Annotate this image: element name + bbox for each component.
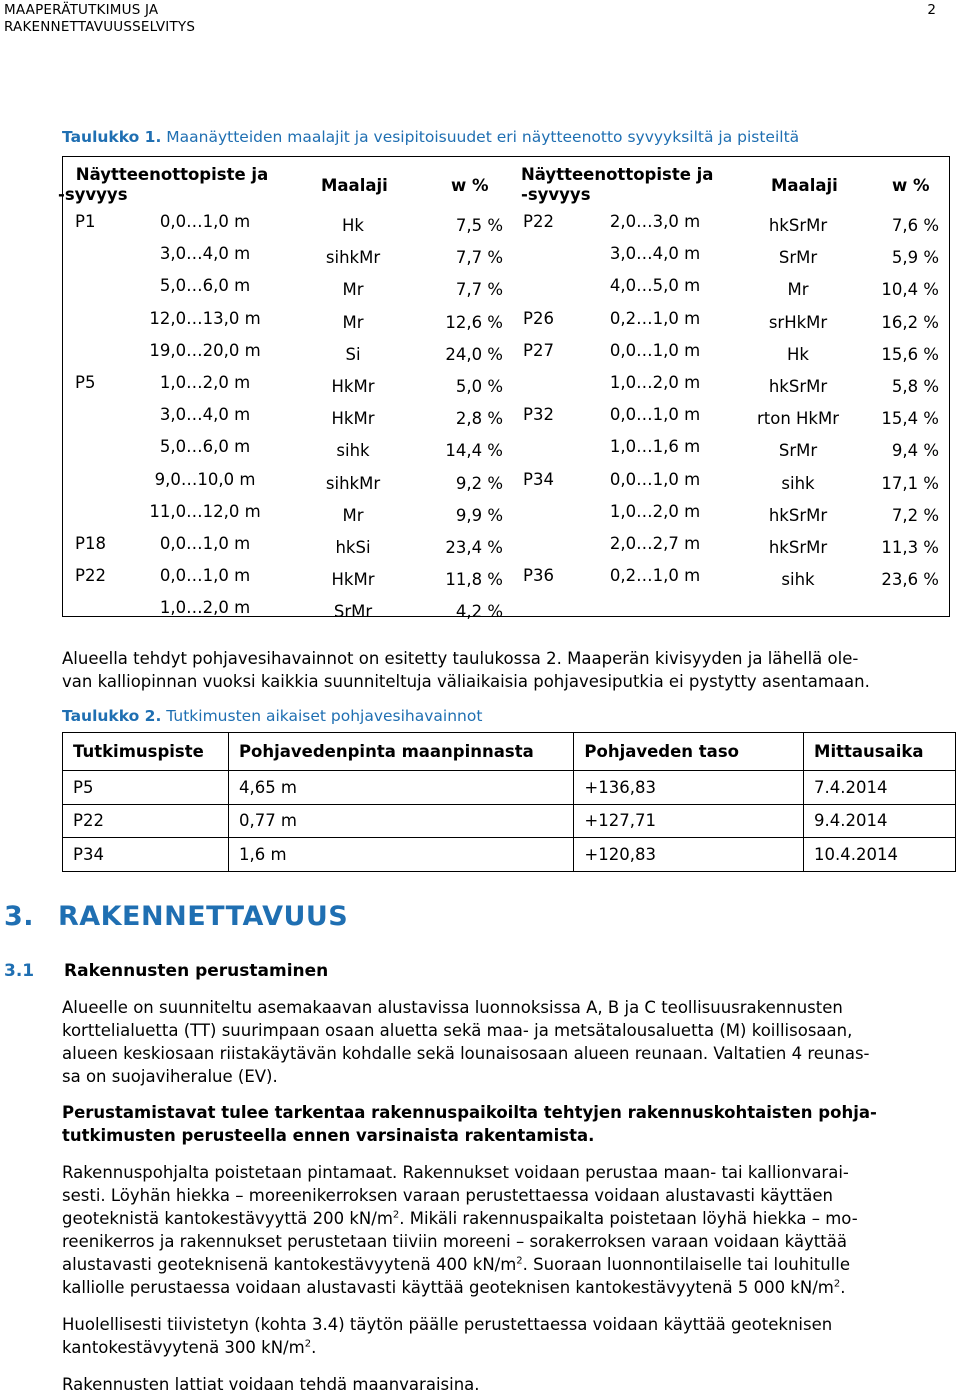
subsection-heading [4,961,328,981]
soil-cell: hkSrMr [768,505,828,525]
soil-samples-table [58,156,950,622]
depth-cell: 1,0…1,6 m [609,437,701,457]
superscript: 2 [392,1209,400,1221]
depth-cell: 11,0…12,0 m [149,501,261,521]
table-cell: 10.4.2014 [804,838,956,872]
depth-cell: 0,0…1,0 m [159,534,251,553]
table-cell: 1,6 m [228,838,573,872]
paragraph-line: korttelialuetta (TT) suurimpaan osaan aluetta sekä maa- ja metsätalousaluetta (M) koillisosaan, [62,1021,853,1040]
soil-cell: Hk [342,216,364,235]
paragraph-line [62,1207,932,1230]
soil-cell: sihk [781,570,815,590]
point-label: P1 [75,212,96,231]
document-header [4,2,195,36]
w-cell: 23,6 % [881,570,939,590]
w-cell: 5,8 % [891,377,939,396]
w-cell: 7,6 % [891,216,939,235]
point-label: P36 [523,566,554,586]
paragraph-line: sesti. Löyhän hiekka – moreenikerroksen varaan perustettaessa voidaan alustavasti käyttäen [62,1186,834,1205]
depth-cell: 0,0…1,0 m [159,566,251,586]
w-cell: 24,0 % [445,344,503,364]
subsection-title: Rakennusten perustaminen [64,961,329,981]
foundation-note-paragraph [62,1101,932,1147]
column-header-w: w % [892,176,930,195]
paragraph-line: van kalliopinnan vuoksi kaikkia suunniteltuja väliaikaisia pohjavesiputkia ei pystytty asentamaan. [62,672,870,691]
column-header-point: Näytteenottopiste ja [75,165,269,184]
table-cell: +127,71 [574,804,804,838]
soil-cell: srHkMr [768,312,828,332]
text-span: alustavasti geoteknisenä kantokestävyytenä 400 kN/m [62,1255,517,1274]
table-row [63,804,956,838]
paragraph-line: tutkimusten perusteella ennen varsinaista rakentamista. [62,1126,595,1145]
paragraph-line: Rakennuspohjalta poistetaan pintamaat. Rakennukset voidaan perustaa maan- tai kallionvarai- [62,1163,849,1182]
w-cell: 7,7 % [455,280,503,300]
text-span: kantokestävyytenä 300 kN/m [62,1338,305,1357]
w-cell: 11,8 % [445,570,503,590]
depth-cell: 5,0…6,0 m [159,437,251,457]
column-header: Mittausaika [804,733,956,771]
section-title: RAKENNETTAVUUS [57,901,349,932]
point-label: P34 [523,469,554,489]
soil-cell: Mr [787,280,809,300]
column-header-soil: Maalaji [321,176,388,195]
depth-cell: 2,0…2,7 m [609,534,701,553]
soil-cell: hkSrMr [768,538,828,557]
depth-cell: 5,0…6,0 m [159,276,251,296]
table-cell: 7.4.2014 [804,771,956,805]
fill-paragraph [62,1313,932,1359]
w-cell: 23,4 % [445,538,503,557]
w-cell: 11,3 % [881,538,939,557]
w-cell: 4,2 % [455,602,503,622]
w-cell: 9,9 % [455,505,503,525]
point-label: P27 [523,340,554,360]
depth-cell: 0,2…1,0 m [609,566,701,586]
paragraph-line: Alueella tehdyt pohjavesihavainnot on esitetty taulukossa 2. Maaperän kivisyyden ja lähellä ole- [62,649,859,668]
table-cell: +120,83 [574,838,804,872]
w-cell: 17,1 % [881,473,939,493]
column-header: Tutkimuspiste [63,733,229,771]
point-label: P22 [75,566,106,586]
column-header-soil: Maalaji [771,176,838,195]
table2-caption-label: Taulukko 2. [62,707,162,725]
point-label: P26 [523,308,554,328]
soil-cell: sihkMr [325,248,381,268]
point-label: P5 [75,373,96,392]
text-span: . [311,1338,317,1357]
section-number: 3. [4,901,35,932]
depth-cell: 4,0…5,0 m [609,276,701,296]
table-cell: P5 [63,771,229,805]
soil-cell: HkMr [331,570,375,590]
depth-cell: 2,0…3,0 m [609,212,701,231]
depth-cell: 0,0…1,0 m [159,212,251,231]
table1-caption [62,128,799,146]
paragraph-line: Perustamistavat tulee tarkentaa rakennuspaikoilta tehtyjen rakennuskohtaisten pohja- [62,1103,877,1122]
depth-cell: 9,0…10,0 m [154,469,256,489]
w-cell: 16,2 % [881,312,939,332]
w-cell: 7,2 % [891,505,939,525]
column-header-point: Näytteenottopiste ja [521,165,714,184]
depth-cell: 0,0…1,0 m [609,340,701,360]
floor-paragraph: Rakennusten lattiat voidaan tehdä maanvaraisina. [62,1375,480,1394]
soil-cell: sihkMr [325,473,381,493]
paragraph-line [62,1253,932,1276]
table-cell: 4,65 m [228,771,573,805]
w-cell: 9,2 % [455,473,503,493]
depth-cell: 0,0…1,0 m [609,469,701,489]
soil-cell: Mr [342,505,364,525]
table-cell: +136,83 [574,771,804,805]
w-cell: 7,7 % [455,248,503,268]
section-heading [4,901,348,932]
text-span: geoteknistä kantokestävyyttä 200 kN/m [62,1209,393,1228]
table1-caption-label: Taulukko 1. [62,128,162,146]
w-cell: 2,8 % [455,409,503,429]
w-cell: 5,0 % [455,377,503,396]
w-cell: 15,4 % [881,409,939,429]
column-header-point: -syvyys [58,185,128,204]
depth-cell: 0,0…1,0 m [609,405,701,425]
w-cell: 15,6 % [881,344,939,364]
paragraph-line [62,1276,932,1299]
paragraph-line: reenikerros ja rakennukset perustetaan tiiviin moreeni – sorakerroksen varaan voidaan käyttää [62,1232,847,1251]
soil-cell: hkSi [335,538,371,557]
soil-cell: SrMr [778,248,818,268]
depth-cell: 19,0…20,0 m [149,340,261,360]
soil-cell: sihk [336,441,370,461]
w-cell: 12,6 % [445,312,503,332]
table-header-row [63,733,956,771]
point-label: P32 [523,405,554,425]
column-header: Pohjaveden taso [574,733,804,771]
soil-cell: Mr [342,280,364,300]
soil-cell: Mr [342,312,364,332]
depth-cell: 1,0…2,0 m [609,373,701,392]
point-label: P22 [523,212,554,231]
paragraph-line: Huolellisesti tiivistetyn (kohta 3.4) täytön päälle perustettaessa voidaan käyttää geoteknisen [62,1315,833,1334]
plan-paragraph [62,996,932,1088]
soil-cell: rton HkMr [756,409,840,429]
depth-cell: 0,2…1,0 m [609,308,701,328]
table1-caption-text: Maanäytteiden maalajit ja vesipitoisuudet eri näytteenotto syvyyksiltä ja pisteiltä [166,128,800,146]
depth-cell: 1,0…2,0 m [159,373,251,392]
soil-cell: HkMr [331,409,375,429]
bearing-capacity-paragraph [62,1161,932,1299]
table2-caption [62,707,482,725]
table-cell: 0,77 m [228,804,573,838]
soil-cell: SrMr [778,441,818,461]
table-cell: P22 [63,804,229,838]
w-cell: 5,9 % [891,248,939,268]
soil-cell: HkMr [331,377,375,396]
table2-caption-text: Tutkimusten aikaiset pohjavesihavainnot [166,707,483,725]
w-cell: 7,5 % [455,216,503,235]
text-span: kalliolle perustaessa voidaan alustavasti käyttää geoteknisen kantokestävyytenä 5 000 kN/m [62,1278,834,1297]
table-cell: 9.4.2014 [804,804,956,838]
soil-cell: Hk [787,344,809,364]
groundwater-intro-paragraph [62,647,932,693]
header-line-2: RAKENNETTAVUUSSELVITYS [4,19,196,35]
table-row [63,771,956,805]
point-label: P18 [75,534,106,553]
subsection-number: 3.1 [4,961,35,981]
paragraph-line [62,1336,932,1359]
depth-cell: 3,0…4,0 m [159,405,251,425]
soil-cell: hkSrMr [768,377,828,396]
paragraph-line: alueen keskiosaan riistakäytävän kohdalle sekä lounaisosaan alueen reunaan. Valtatien 4 reunas- [62,1044,870,1063]
text-span: . Mikäli rakennuspaikalta poistetaan löyhä hiekka – mo- [399,1209,858,1228]
table-cell: P34 [63,838,229,872]
superscript: 2 [304,1338,312,1350]
depth-cell: 12,0…13,0 m [149,308,261,328]
soil-cell: sihk [781,473,815,493]
header-line-1: MAAPERÄTUTKIMUS JA [4,2,159,18]
groundwater-table [62,732,956,872]
depth-cell: 1,0…2,0 m [159,598,251,618]
page-number: 2 [927,2,936,18]
superscript: 2 [833,1278,841,1290]
column-header: Pohjavedenpinta maanpinnasta [228,733,573,771]
w-cell: 9,4 % [891,441,939,461]
depth-cell: 3,0…4,0 m [609,244,701,264]
soil-cell: SrMr [333,602,373,622]
soil-cell: hkSrMr [768,216,828,235]
superscript: 2 [516,1255,523,1267]
table-row [63,838,956,872]
soil-cell: Si [345,344,361,364]
depth-cell: 1,0…2,0 m [609,501,701,521]
paragraph-line: Alueelle on suunniteltu asemakaavan alustavissa luonnoksissa A, B ja C teollisuusrakennusten [62,998,843,1017]
w-cell: 10,4 % [881,280,939,300]
depth-cell: 3,0…4,0 m [159,244,251,264]
column-header-point: -syvyys [521,185,591,204]
text-span: . [840,1278,846,1297]
w-cell: 14,4 % [445,441,503,461]
text-span: . Suoraan luonnontilaiselle tai louhitulle [522,1255,850,1274]
column-header-w: w % [451,176,489,195]
paragraph-line: sa on suojaviheralue (EV). [62,1067,278,1086]
